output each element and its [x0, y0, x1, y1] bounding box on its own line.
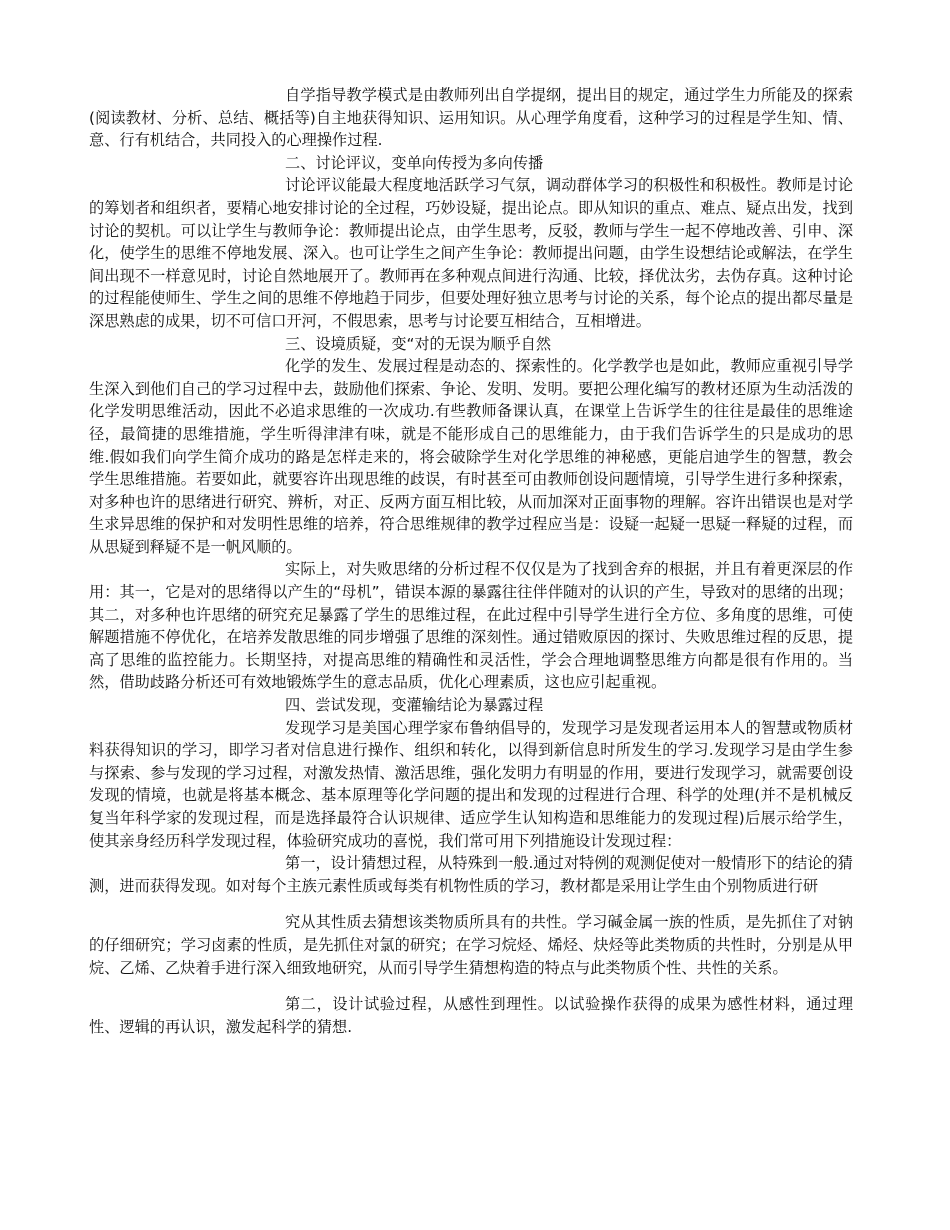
second-method-paragraph: 第二，设计试验过程，从感性到理性。以试验操作获得的成果为感性材料，通过理性、逻辑的再认识，激发起科学的猜想.: [89, 995, 853, 1036]
first-method-continued-paragraph: 究从其性质去猜想该类物质所具有的共性。学习碱金属一族的性质，是先抓住了对钠的仔细研究；学习卤素的性质，是先抓住对氯的研究；在学习烷烃、烯烃、炔烃等此类物质的共性时，分别是从甲烷、乙烯、乙炔着手进行深入细致地研究，从而引导学生猜想构造的特点与此类物质个性、共性的关系。: [89, 913, 853, 977]
section-heading-questioning: 三、设境质疑，变“对的无误为顺乎自然: [285, 334, 552, 353]
failure-analysis-paragraph: 实际上，对失败思绪的分析过程不仅仅是为了找到舍弃的根据，并且有着更深层的作用：其一，它是对的思绪得以产生的“母机”，错误本源的暴露往往伴伴随对的认识的产生，导致对的思绪的出现；其二，对多种也许思绪的研究充足暴露了学生的思维过程，在此过程中引导学生进行全方位、多角度的思维，可使解题措施不停优化，在培养发散思维的同步增强了思维的深刻性。通过错败原因的探讨、失败思维过程的反思，提高了思维的监控能力。长期坚持，对提高思维的精确性和灵活性，学会合理地调整思维方向都是很有作用的。当然，借助歧路分析还可有效地锻炼学生的意志品质，优化心理素质，这也应引起重视。: [89, 560, 853, 692]
questioning-paragraph: 化学的发生、发展过程是动态的、探索性的。化学教学也是如此，教师应重视引导学生深入到他们自己的学习过程中去，鼓励他们探索、争论、发明、发明。要把公理化编写的教材还原为生动活泼的化学发明思维活动，因此不必追求思维的一次成功.有些教师备课认真，在课堂上告诉学生的往往是最佳的思维途径，最简捷的思维措施，学生听得津津有味，就是不能形成自己的思维能力，由于我们告诉学生的只是成功的思维.假如我们向学生简介成功的路是怎样走来的，将会破除学生对化学思维的神秘感，更能启迪学生的智慧，教会学生思维措施。若要如此，就要容许出现思维的歧误，有时甚至可由教师创设问题情境，引导学生进行多种探索，对多种也许的思绪进行研究、辨析，对正、反两方面互相比较，从而加深对正面事物的理解。容许出错误也是对学生求异思维的保护和对发明性思维的培养，符合思维规律的教学过程应当是：设疑一起疑一思疑一释疑的过程，而从思疑到释疑不是一帆风顺的。: [89, 357, 853, 556]
first-method-paragraph: 第一，设计猜想过程，从特殊到一般.通过对特例的观测促使对一般情形下的结论的猜测，进而获得发现。如对每个主族元素性质或每类有机物性质的学习，教材都是采用让学生由个别物质进行研: [89, 854, 853, 895]
section-heading-discussion: 二、讨论评议，变单向传授为多向传播: [285, 153, 544, 172]
intro-paragraph: 自学指导教学模式是由教师列出自学提纲，提出目的规定，通过学生力所能及的探索(阅读教材、分析、总结、概括等)自主地获得知识、运用知识。从心理学角度看，这种学习的过程是学生知、情、意、行有机结合，共同投入的心理操作过程.: [89, 86, 853, 150]
section-heading-discovery: 四、尝试发现，变灌输结论为暴露过程: [285, 696, 544, 715]
discussion-paragraph: 讨论评议能最大程度地活跃学习气氛，调动群体学习的积极性和积极性。教师是讨论的筹划者和组织者，要精心地安排讨论的全过程，巧妙设疑，提出论点。即从知识的重点、难点、疑点出发，找到讨论的契机。可以让学生与教师争论：教师提出论点，由学生思考，反驳，教师与学生一起不停地改善、引申、深化，使学生的思维不停地发展、深入。也可让学生之间产生争论：教师提出问题，由学生设想结论或解法，在学生间出现不一样意见时，讨论自然地展开了。教师再在多种观点间进行沟通、比较，择优汰劣，去伪存真。这种讨论的过程能使师生、学生之间的思维不停地趋于同步，但要处理好独立思考与讨论的关系，每个论点的提出都尽量是深思熟虑的成果，切不可信口开河，不假思索，思考与讨论要互相结合，互相增进。: [89, 176, 853, 330]
discovery-paragraph: 发现学习是美国心理学家布鲁纳倡导的，发现学习是发现者运用本人的智慧或物质材料获得知识的学习，即学习者对信息进行操作、组织和转化，以得到新信息时所发生的学习.发现学习是由学生参与探索、参与发现的学习过程，对激发热情、激活思维，强化发明力有明显的作用，要进行发现学习，就需要创设发现的情境，也就是将基本概念、基本原理等化学问题的提出和发现的过程进行合理、科学的处理(并不是机械反复当年科学家的发现过程，而是选择最符合认识规律、适应学生认知构造和思维能力的发现过程)后展示给学生，使其亲身经历科学发现过程，体验研究成功的喜悦，我们常可用下列措施设计发现过程：: [89, 718, 853, 850]
document-page: [89, 84, 853, 1038]
